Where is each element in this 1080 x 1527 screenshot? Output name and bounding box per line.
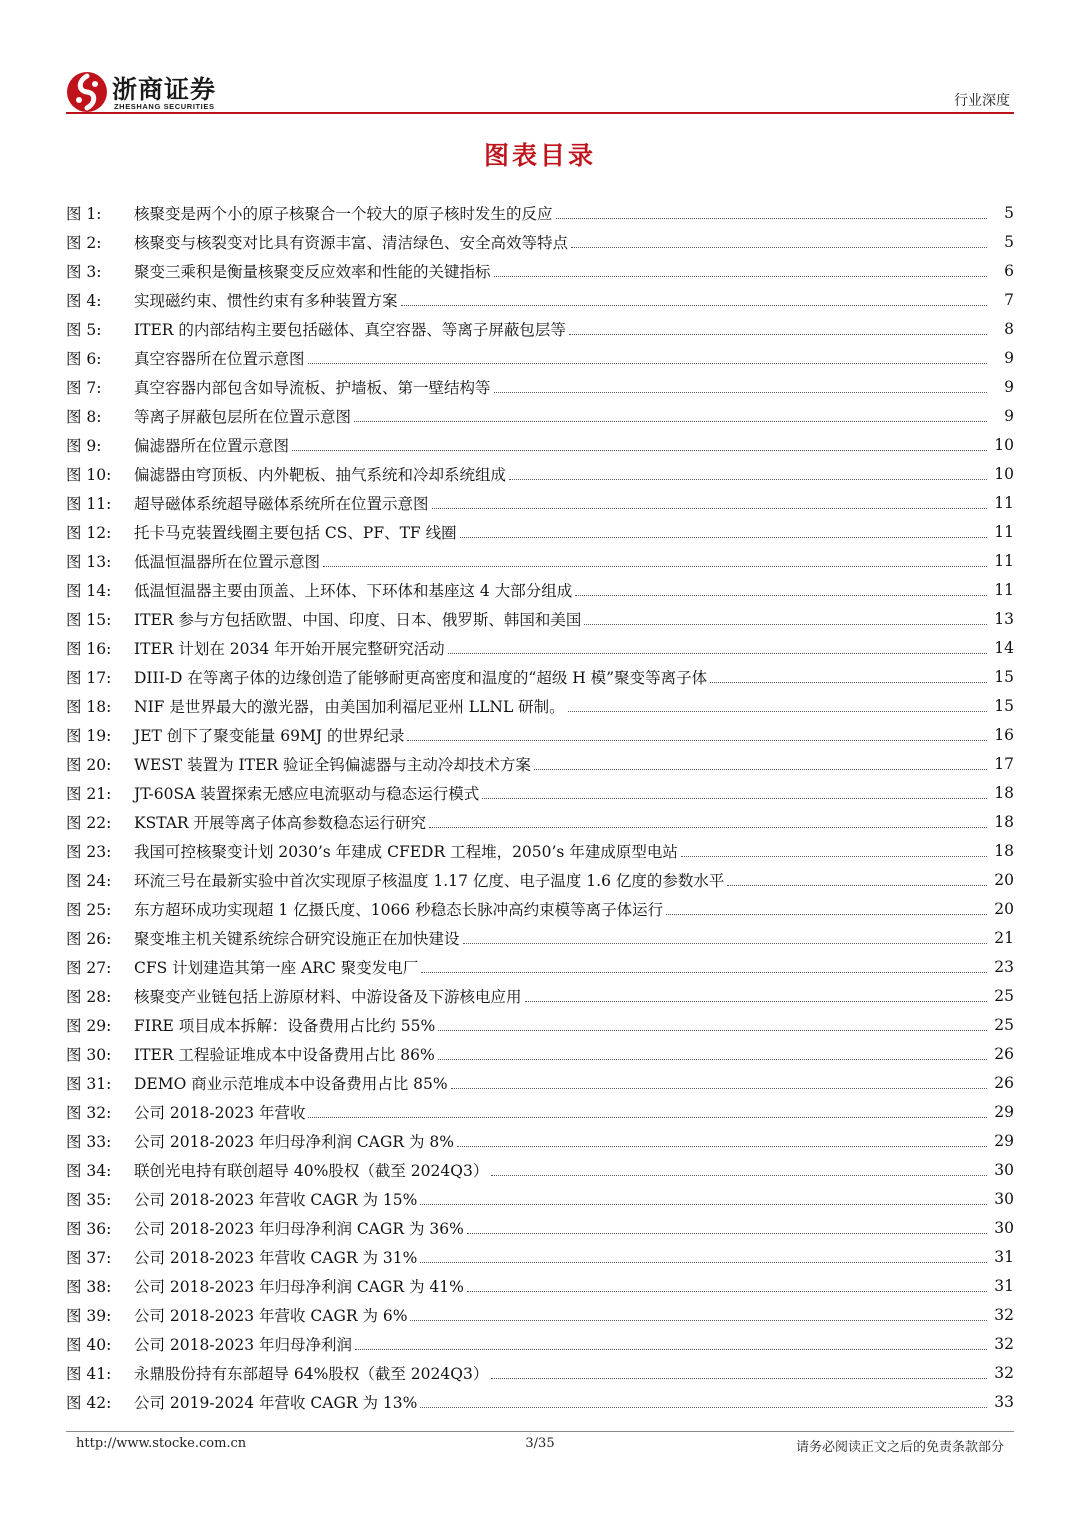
toc-leader-dots xyxy=(494,276,987,277)
toc-entry-label: 图 41: xyxy=(66,1364,112,1383)
toc-entry-page: 32 xyxy=(994,1305,1014,1324)
toc-entry[interactable] xyxy=(66,1329,1014,1358)
toc-entry-title: 公司 2018-2023 年归母净利润 xyxy=(134,1335,352,1354)
toc-entry-title: NIF 是世界最大的激光器，由美国加利福尼亚州 LLNL 研制。 xyxy=(134,697,565,716)
toc-entry-page: 13 xyxy=(994,609,1014,628)
toc-entry-title: 核聚变与核裂变对比具有资源丰富、清洁绿色、安全高效等特点 xyxy=(134,233,569,252)
toc-entry[interactable] xyxy=(66,1097,1014,1126)
toc-entry-label: 图 16: xyxy=(66,639,112,658)
toc-entry-label: 图 39: xyxy=(66,1306,112,1325)
toc-leader-dots xyxy=(575,595,987,596)
toc-leader-dots xyxy=(323,566,987,567)
toc-entry-label: 图 9: xyxy=(66,436,102,455)
toc-entry-label: 图 36: xyxy=(66,1219,112,1238)
toc-leader-dots xyxy=(569,334,987,335)
toc-entry[interactable] xyxy=(66,923,1014,952)
toc-entry-label: 图 8: xyxy=(66,407,102,426)
toc-leader-dots xyxy=(727,885,987,886)
toc-leader-dots xyxy=(457,1146,987,1147)
footer-url-link[interactable]: http://www.stocke.com.cn xyxy=(76,1436,247,1451)
toc-entry-page: 10 xyxy=(994,464,1014,483)
toc-entry-page: 20 xyxy=(994,899,1014,918)
toc-entry-title: 公司 2018-2023 年营收 xyxy=(134,1103,306,1122)
toc-entry-title: WEST 装置为 ITER 验证全钨偏滤器与主动冷却技术方案 xyxy=(134,755,531,774)
toc-entry-page: 31 xyxy=(994,1276,1014,1295)
toc-entry-page: 29 xyxy=(994,1131,1014,1150)
toc-leader-dots xyxy=(448,653,987,654)
toc-entry[interactable] xyxy=(66,952,1014,981)
toc-entry-label: 图 15: xyxy=(66,610,112,629)
toc-leader-dots xyxy=(420,1262,987,1263)
toc-entry-page: 9 xyxy=(1004,348,1014,367)
toc-leader-dots xyxy=(460,537,987,538)
toc-leader-dots xyxy=(355,1349,987,1350)
toc-leader-dots xyxy=(432,508,987,509)
toc-leader-dots xyxy=(438,1059,987,1060)
logo-text-en: ZHESHANG SECURITIES xyxy=(114,102,215,111)
toc-entry-title: 公司 2018-2023 年营收 CAGR 为 15% xyxy=(134,1190,418,1209)
toc-entry-title: 公司 2018-2023 年归母净利润 CAGR 为 8% xyxy=(134,1132,454,1151)
toc-entry[interactable] xyxy=(66,1271,1014,1300)
toc-leader-dots xyxy=(420,1204,987,1205)
toc-entry-label: 图 26: xyxy=(66,929,112,948)
toc-entry-page: 30 xyxy=(994,1189,1014,1208)
toc-entry-title: 东方超环成功实现超 1 亿摄氏度、1066 秒稳态长脉冲高约束模等离子体运行 xyxy=(134,900,664,919)
toc-entry[interactable] xyxy=(66,575,1014,604)
toc-entry-page: 15 xyxy=(994,696,1014,715)
toc-entry-title: ITER 参与方包括欧盟、中国、印度、日本、俄罗斯、韩国和美国 xyxy=(134,610,582,629)
toc-entry-label: 图 24: xyxy=(66,871,112,890)
toc-entry[interactable] xyxy=(66,1126,1014,1155)
toc-leader-dots xyxy=(710,682,987,683)
table-of-figures xyxy=(66,198,1014,1416)
toc-entry-label: 图 42: xyxy=(66,1393,112,1412)
toc-entry-label: 图 10: xyxy=(66,465,112,484)
toc-entry-title: CFS 计划建造其第一座 ARC 聚变发电厂 xyxy=(134,958,419,977)
toc-entry-page: 5 xyxy=(1004,232,1014,251)
toc-entry-page: 6 xyxy=(1004,261,1014,280)
toc-leader-dots xyxy=(354,421,987,422)
toc-entry-title: 实现磁约束、惯性约束有多种装置方案 xyxy=(134,291,398,310)
toc-entry-title: 真空容器内部包含如导流板、护墙板、第一壁结构等 xyxy=(134,378,491,397)
toc-entry-page: 9 xyxy=(1004,406,1014,425)
toc-entry-title: JT-60SA 装置探索无感应电流驱动与稳态运行模式 xyxy=(134,784,480,803)
toc-leader-dots xyxy=(407,740,987,741)
toc-entry-page: 18 xyxy=(994,783,1014,802)
toc-entry-label: 图 20: xyxy=(66,755,112,774)
toc-entry-title: 核聚变产业链包括上游原材料、中游设备及下游核电应用 xyxy=(134,987,522,1006)
toc-leader-dots xyxy=(666,914,987,915)
toc-entry-page: 8 xyxy=(1004,319,1014,338)
toc-entry-title: 公司 2018-2023 年归母净利润 CAGR 为 36% xyxy=(134,1219,464,1238)
toc-entry[interactable] xyxy=(66,517,1014,546)
footer-page-number: 3/35 xyxy=(525,1436,555,1451)
toc-entry-label: 图 28: xyxy=(66,987,112,1006)
toc-entry-label: 图 22: xyxy=(66,813,112,832)
toc-entry-title: JET 创下了聚变能量 69MJ 的世界纪录 xyxy=(134,726,405,745)
toc-entry-label: 图 2: xyxy=(66,233,102,252)
toc-entry-title: KSTAR 开展等离子体高参数稳态运行研究 xyxy=(134,813,426,832)
toc-entry-page: 9 xyxy=(1004,377,1014,396)
footer-disclaimer: 请务必阅读正文之后的免责条款部分 xyxy=(795,1440,1004,1455)
toc-entry[interactable] xyxy=(66,691,1014,720)
toc-entry-title: 超导磁体系统超导磁体系统所在位置示意图 xyxy=(134,494,429,513)
toc-entry-page: 10 xyxy=(994,435,1014,454)
toc-leader-dots xyxy=(420,1407,987,1408)
logo-text-cn: 浙商证券 xyxy=(112,75,217,104)
toc-leader-dots xyxy=(421,972,987,973)
toc-entry-title: 我国可控核聚变计划 2030’s 年建成 CFEDR 工程堆，2050’s 年建成原型电站 xyxy=(134,842,678,861)
toc-entry[interactable] xyxy=(66,546,1014,575)
toc-entry[interactable] xyxy=(66,372,1014,401)
toc-entry-label: 图 3: xyxy=(66,262,102,281)
toc-entry-label: 图 18: xyxy=(66,697,112,716)
toc-entry[interactable] xyxy=(66,1358,1014,1387)
toc-leader-dots xyxy=(410,1320,987,1321)
company-logo xyxy=(66,68,236,114)
toc-leader-dots xyxy=(451,1088,987,1089)
toc-entry[interactable] xyxy=(66,1068,1014,1097)
toc-entry-label: 图 40: xyxy=(66,1335,112,1354)
toc-entry[interactable] xyxy=(66,604,1014,633)
toc-leader-dots xyxy=(568,711,987,712)
toc-entry-label: 图 37: xyxy=(66,1248,112,1267)
logo-mark-icon xyxy=(66,71,108,113)
toc-entry[interactable] xyxy=(66,894,1014,923)
toc-leader-dots xyxy=(463,943,987,944)
toc-entry-title: 公司 2018-2023 年归母净利润 CAGR 为 41% xyxy=(134,1277,464,1296)
toc-entry-label: 图 4: xyxy=(66,291,102,310)
toc-entry-title: DEMO 商业示范堆成本中设备费用占比 85% xyxy=(134,1074,448,1093)
toc-entry[interactable] xyxy=(66,430,1014,459)
toc-entry-title: 永鼎股份持有东部超导 64%股权（截至 2024Q3） xyxy=(134,1364,489,1383)
toc-entry[interactable] xyxy=(66,633,1014,662)
toc-entry-label: 图 5: xyxy=(66,320,102,339)
toc-entry-page: 25 xyxy=(994,1015,1014,1034)
toc-leader-dots xyxy=(491,1378,987,1379)
toc-entry-page: 23 xyxy=(994,957,1014,976)
toc-entry[interactable] xyxy=(66,488,1014,517)
toc-entry-title: DIII-D 在等离子体的边缘创造了能够耐更高密度和温度的“超级 H 模”聚变等离子体 xyxy=(134,668,708,687)
toc-entry-label: 图 17: xyxy=(66,668,112,687)
toc-leader-dots xyxy=(438,1030,987,1031)
toc-entry-label: 图 25: xyxy=(66,900,112,919)
toc-entry-title: ITER 工程验证堆成本中设备费用占比 86% xyxy=(134,1045,435,1064)
toc-entry-page: 16 xyxy=(994,725,1014,744)
toc-entry-title: 低温恒温器主要由顶盖、上环体、下环体和基座这 4 大部分组成 xyxy=(134,581,573,600)
toc-entry[interactable] xyxy=(66,1300,1014,1329)
toc-entry[interactable] xyxy=(66,1184,1014,1213)
toc-entry-title: 联创光电持有联创超导 40%股权（截至 2024Q3） xyxy=(134,1161,489,1180)
toc-leader-dots xyxy=(584,624,987,625)
toc-entry-page: 31 xyxy=(994,1247,1014,1266)
toc-entry-page: 5 xyxy=(1004,203,1014,222)
toc-entry-page: 11 xyxy=(994,493,1014,512)
toc-entry[interactable] xyxy=(66,720,1014,749)
toc-entry-title: ITER 计划在 2034 年开始开展完整研究活动 xyxy=(134,639,445,658)
toc-entry-page: 26 xyxy=(994,1044,1014,1063)
toc-entry-label: 图 30: xyxy=(66,1045,112,1064)
page-header xyxy=(66,68,1014,114)
toc-entry[interactable] xyxy=(66,807,1014,836)
toc-entry[interactable] xyxy=(66,1242,1014,1271)
toc-entry-page: 11 xyxy=(994,580,1014,599)
toc-leader-dots xyxy=(534,769,987,770)
toc-entry[interactable] xyxy=(66,314,1014,343)
toc-entry-label: 图 1: xyxy=(66,204,102,223)
toc-entry-title: FIRE 项目成本拆解：设备费用占比约 55% xyxy=(134,1016,436,1035)
toc-entry-label: 图 35: xyxy=(66,1190,112,1209)
toc-entry[interactable] xyxy=(66,662,1014,691)
toc-entry-label: 图 11: xyxy=(66,494,112,513)
toc-entry-title: 聚变三乘积是衡量核聚变反应效率和性能的关键指标 xyxy=(134,262,491,281)
toc-entry-title: 公司 2018-2023 年营收 CAGR 为 6% xyxy=(134,1306,408,1325)
toc-entry[interactable] xyxy=(66,285,1014,314)
toc-entry[interactable] xyxy=(66,227,1014,256)
toc-entry-label: 图 21: xyxy=(66,784,112,803)
toc-leader-dots xyxy=(681,856,987,857)
toc-entry-page: 7 xyxy=(1004,290,1014,309)
toc-entry-label: 图 23: xyxy=(66,842,112,861)
toc-entry[interactable] xyxy=(66,198,1014,227)
toc-entry[interactable] xyxy=(66,749,1014,778)
toc-leader-dots xyxy=(556,218,987,219)
toc-entry-title: 等离子屏蔽包层所在位置示意图 xyxy=(134,407,352,426)
toc-entry-label: 图 38: xyxy=(66,1277,112,1296)
toc-entry-title: 偏滤器所在位置示意图 xyxy=(134,436,290,455)
toc-leader-dots xyxy=(467,1233,987,1234)
toc-leader-dots xyxy=(308,1117,987,1118)
toc-entry-title: 聚变堆主机关键系统综合研究设施正在加快建设 xyxy=(134,929,460,948)
toc-entry-label: 图 29: xyxy=(66,1016,112,1035)
toc-entry-page: 11 xyxy=(994,551,1014,570)
footer-divider xyxy=(66,1431,1014,1432)
toc-entry-title: 公司 2019-2024 年营收 CAGR 为 13% xyxy=(134,1393,418,1412)
toc-entry-label: 图 33: xyxy=(66,1132,112,1151)
toc-entry[interactable] xyxy=(66,1155,1014,1184)
toc-entry-page: 32 xyxy=(994,1334,1014,1353)
toc-entry-title: 公司 2018-2023 年营收 CAGR 为 31% xyxy=(134,1248,418,1267)
page-title: 图表目录 xyxy=(483,141,596,170)
toc-entry-label: 图 31: xyxy=(66,1074,112,1093)
toc-entry-page: 29 xyxy=(994,1102,1014,1121)
toc-entry-label: 图 13: xyxy=(66,552,112,571)
toc-entry[interactable] xyxy=(66,778,1014,807)
toc-entry-page: 26 xyxy=(994,1073,1014,1092)
toc-leader-dots xyxy=(401,305,987,306)
toc-entry-title: 低温恒温器所在位置示意图 xyxy=(134,552,321,571)
toc-entry[interactable] xyxy=(66,981,1014,1010)
toc-leader-dots xyxy=(308,363,987,364)
toc-entry-page: 11 xyxy=(994,522,1014,541)
toc-entry[interactable] xyxy=(66,836,1014,865)
toc-entry-title: 环流三号在最新实验中首次实现原子核温度 1.17 亿度、电子温度 1.6 亿度的参数水平 xyxy=(134,871,725,890)
toc-entry-page: 25 xyxy=(994,986,1014,1005)
toc-entry-title: 核聚变是两个小的原子核聚合一个较大的原子核时发生的反应 xyxy=(134,204,553,223)
toc-leader-dots xyxy=(571,247,987,248)
toc-entry[interactable] xyxy=(66,343,1014,372)
toc-entry-title: 偏滤器由穹顶板、内外靶板、抽气系统和冷却系统组成 xyxy=(134,465,507,484)
toc-entry-page: 32 xyxy=(994,1363,1014,1382)
toc-entry[interactable] xyxy=(66,865,1014,894)
toc-entry[interactable] xyxy=(66,256,1014,285)
toc-entry-label: 图 7: xyxy=(66,378,102,397)
toc-leader-dots xyxy=(467,1291,987,1292)
toc-entry-page: 21 xyxy=(994,928,1014,947)
toc-entry-label: 图 6: xyxy=(66,349,102,368)
toc-leader-dots xyxy=(525,1001,987,1002)
toc-entry[interactable] xyxy=(66,1387,1014,1416)
toc-leader-dots xyxy=(429,827,987,828)
toc-entry-label: 图 19: xyxy=(66,726,112,745)
toc-entry-page: 20 xyxy=(994,870,1014,889)
toc-entry[interactable] xyxy=(66,1039,1014,1068)
toc-entry-page: 33 xyxy=(994,1392,1014,1411)
toc-leader-dots xyxy=(491,1175,987,1176)
toc-entry-page: 15 xyxy=(994,667,1014,686)
toc-entry-title: ITER 的内部结构主要包括磁体、真空容器、等离子屏蔽包层等 xyxy=(134,320,566,339)
toc-entry[interactable] xyxy=(66,1010,1014,1039)
toc-entry-page: 18 xyxy=(994,841,1014,860)
toc-entry-page: 17 xyxy=(994,754,1014,773)
toc-entry-label: 图 34: xyxy=(66,1161,112,1180)
toc-entry-label: 图 12: xyxy=(66,523,112,542)
toc-entry-page: 30 xyxy=(994,1218,1014,1237)
toc-leader-dots xyxy=(494,392,987,393)
header-divider xyxy=(66,112,1014,114)
toc-entry-label: 图 27: xyxy=(66,958,112,977)
toc-entry-page: 30 xyxy=(994,1160,1014,1179)
toc-entry-page: 14 xyxy=(994,638,1014,657)
toc-leader-dots xyxy=(482,798,987,799)
toc-leader-dots xyxy=(509,479,987,480)
toc-entry[interactable] xyxy=(66,1213,1014,1242)
toc-entry-title: 真空容器所在位置示意图 xyxy=(134,349,305,368)
toc-entry-label: 图 14: xyxy=(66,581,112,600)
toc-leader-dots xyxy=(292,450,987,451)
toc-entry[interactable] xyxy=(66,401,1014,430)
toc-entry-page: 18 xyxy=(994,812,1014,831)
report-type-label: 行业深度 xyxy=(954,93,1010,109)
toc-entry-title: 托卡马克装置线圈主要包括 CS、PF、TF 线圈 xyxy=(134,523,457,542)
toc-entry-label: 图 32: xyxy=(66,1103,112,1122)
toc-entry[interactable] xyxy=(66,459,1014,488)
